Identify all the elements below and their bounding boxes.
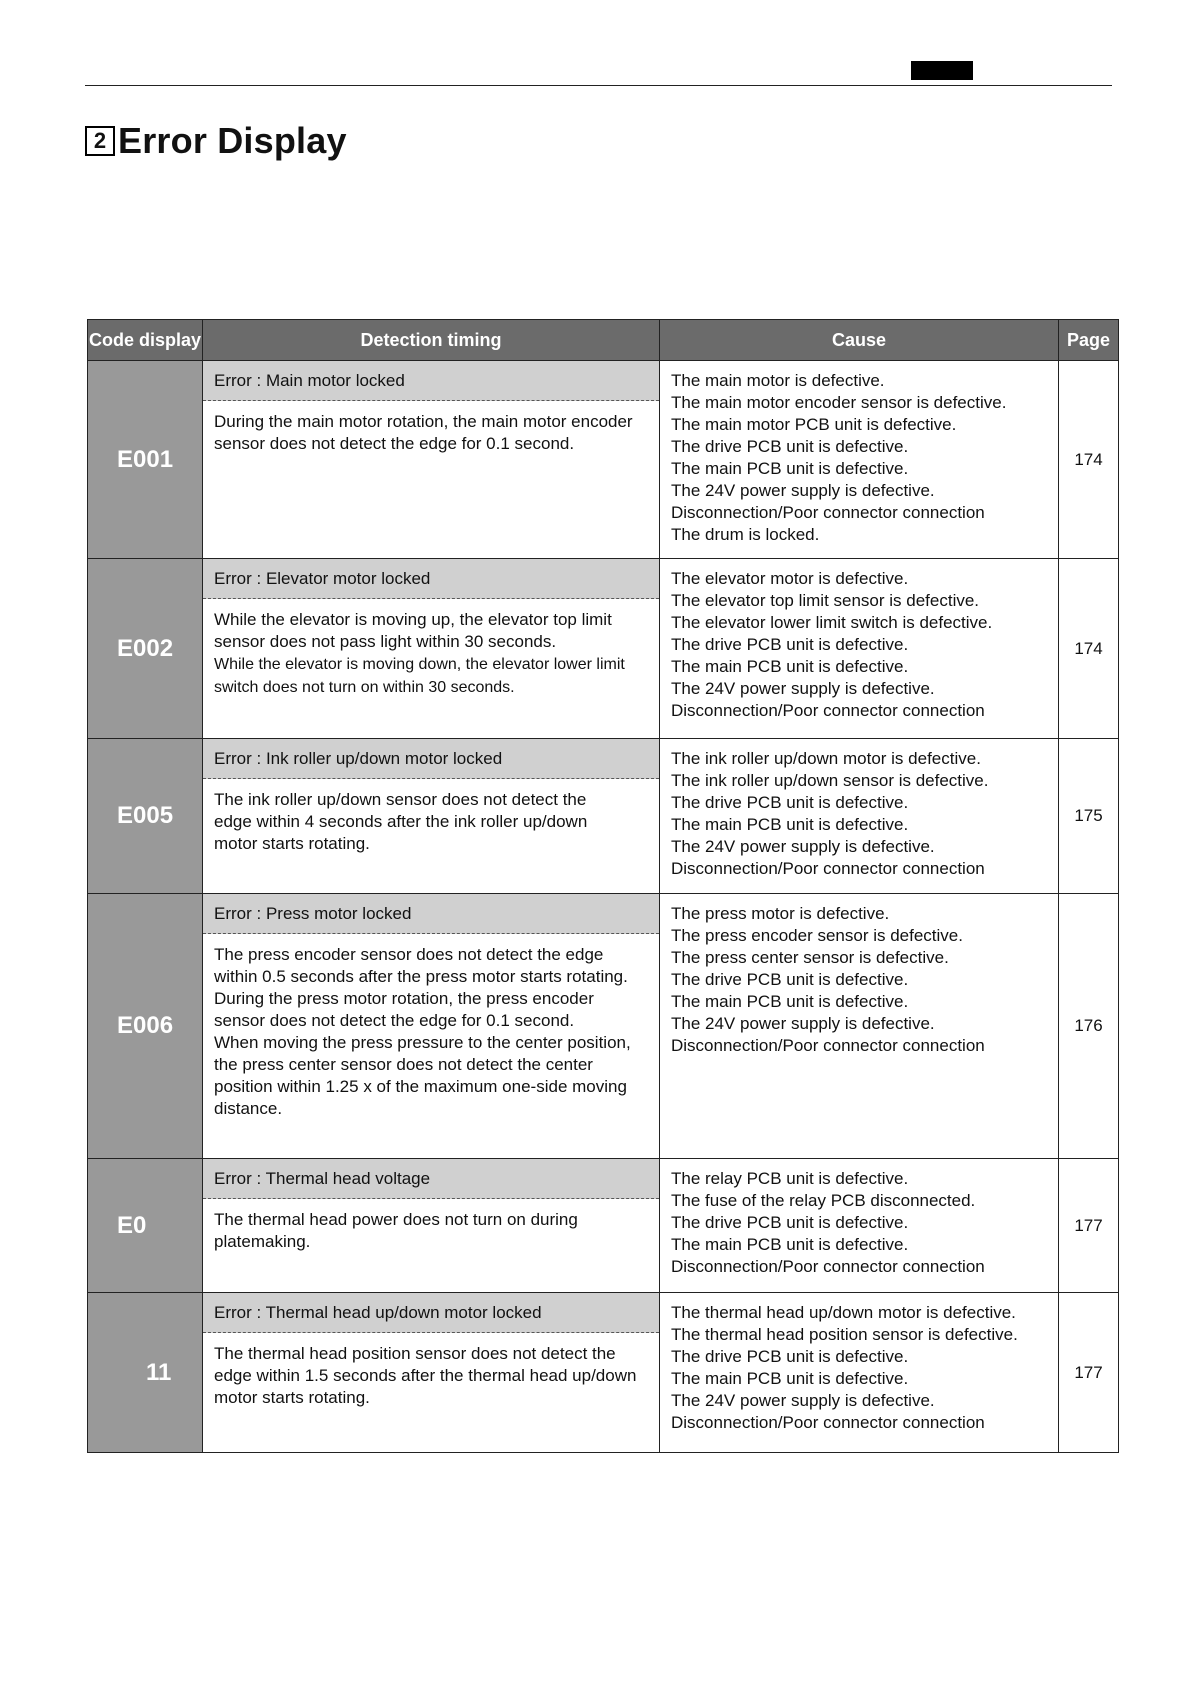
timing-extra: While the elevator is moving down, the elevator lower limit switch does not turn on within 30 seconds.: [214, 656, 625, 696]
timing-line: While the elevator is moving up, the elevator top limit sensor does not pass light within 30 seconds.: [214, 610, 612, 651]
page-reference: 174: [1059, 361, 1119, 559]
cause-list: The ink roller up/down motor is defective. The ink roller up/down sensor is defective. The drive PCB unit is defective. The main PCB unit is defective. The 24V power supply is defective. Disconnection/Poor connector connection: [660, 739, 1059, 894]
table-row: [88, 361, 1119, 559]
cause-list: The elevator motor is defective. The elevator top limit sensor is defective. The elevator lower limit switch is defective. The drive PCB unit is defective. The main PCB unit is defective. The 24V power supply is defective. Disconnection/Poor connector connection: [660, 559, 1059, 739]
table-row: [88, 1293, 1119, 1453]
detection-timing-cell: [203, 1293, 660, 1453]
page-reference: 174: [1059, 559, 1119, 739]
error-code: E005: [88, 739, 203, 894]
table-header-row: [88, 320, 1119, 361]
error-name: Error : Thermal head voltage: [203, 1159, 659, 1199]
error-code: E006: [88, 894, 203, 1159]
error-code: E001: [88, 361, 203, 559]
error-code: E0: [88, 1159, 203, 1293]
timing-description: The press encoder sensor does not detect the edge within 0.5 seconds after the press motor starts rotating. During the press motor rotation, the press encoder sensor does not detect the edge for 0.1 second. When moving the press pressure to the center position, the press center sensor does not detect the center position within 1.25 x of the maximum one-side moving distance.: [214, 945, 631, 1118]
header-code-display: Code display: [88, 320, 203, 361]
section-number: 2: [85, 126, 115, 156]
header-cause: Cause: [660, 320, 1059, 361]
section-title: Error Display: [118, 120, 347, 161]
cause-list: The main motor is defective. The main motor encoder sensor is defective. The main motor PCB unit is defective. The drive PCB unit is defective. The main PCB unit is defective. The 24V power supply is defective. Disconnection/Poor connector connection The drum is locked.: [660, 361, 1059, 559]
error-name: Error : Thermal head up/down motor locked: [203, 1293, 659, 1333]
timing-description: The thermal head power does not turn on during platemaking.: [214, 1210, 578, 1251]
timing-description: [203, 599, 659, 709]
timing-description: During the main motor rotation, the main motor encoder sensor does not detect the edge for 0.1 second.: [214, 412, 633, 453]
header-black-tab: [911, 61, 973, 80]
timing-description: The thermal head position sensor does not detect the edge within 1.5 seconds after the thermal head up/down motor starts rotating.: [214, 1344, 637, 1407]
error-name: Error : Elevator motor locked: [203, 559, 659, 599]
detection-timing-cell: [203, 1159, 660, 1293]
detection-timing-cell: [203, 894, 660, 1159]
error-code: E002: [88, 559, 203, 739]
header-rule: [85, 85, 1112, 86]
table-row: [88, 739, 1119, 894]
page-reference: 177: [1059, 1293, 1119, 1453]
error-table: [87, 319, 1119, 1453]
table-row: [88, 559, 1119, 739]
detection-timing-cell: [203, 361, 660, 559]
timing-description: The ink roller up/down sensor does not detect the edge within 4 seconds after the ink roller up/down motor starts rotating.: [214, 790, 588, 853]
error-name: Error : Main motor locked: [203, 361, 659, 401]
header-page: Page: [1059, 320, 1119, 361]
cause-list: The thermal head up/down motor is defective. The thermal head position sensor is defective. The drive PCB unit is defective. The main PCB unit is defective. The 24V power supply is defective. Disconnection/Poor connector connection: [660, 1293, 1059, 1453]
detection-timing-cell: [203, 739, 660, 894]
page-reference: 175: [1059, 739, 1119, 894]
table-row: [88, 894, 1119, 1159]
error-name: Error : Ink roller up/down motor locked: [203, 739, 659, 779]
cause-list: The relay PCB unit is defective. The fuse of the relay PCB disconnected. The drive PCB unit is defective. The main PCB unit is defective. Disconnection/Poor connector connection: [660, 1159, 1059, 1293]
page-title: [85, 120, 347, 162]
page-reference: 177: [1059, 1159, 1119, 1293]
header-detection-timing: Detection timing: [203, 320, 660, 361]
table-row: [88, 1159, 1119, 1293]
error-code: 11: [88, 1293, 203, 1453]
detection-timing-cell: [203, 559, 660, 739]
error-name: Error : Press motor locked: [203, 894, 659, 934]
page-reference: 176: [1059, 894, 1119, 1159]
cause-list: The press motor is defective. The press encoder sensor is defective. The press center sensor is defective. The drive PCB unit is defective. The main PCB unit is defective. The 24V power supply is defective. Disconnection/Poor connector connection: [660, 894, 1059, 1159]
